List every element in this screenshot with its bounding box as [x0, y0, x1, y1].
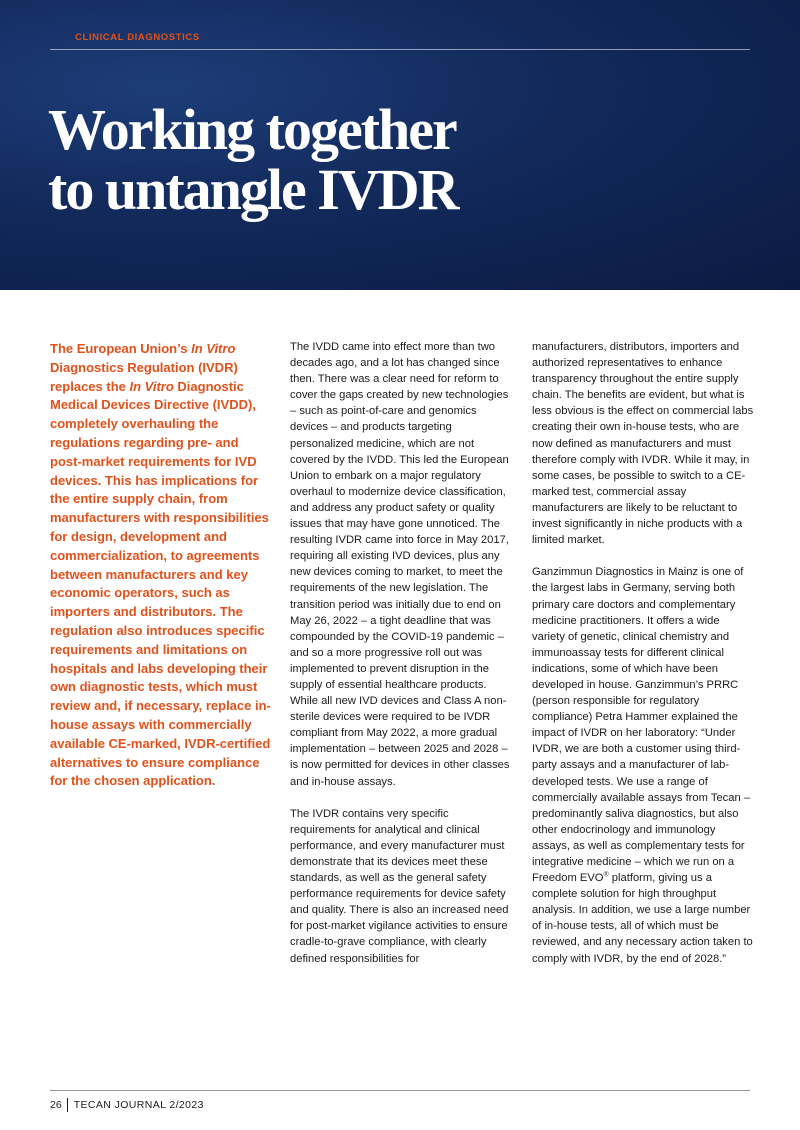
intro-paragraph — [50, 340, 272, 791]
column-3-text-a: Ganzimmun Diagnostics in Mainz is one of the largest labs in Germany, serving both primary care doctors and complementary medicine practitioners. It offers a wide variety of genetic, clinical chemistry and immunoassay tests for different clinical indications, some of which have been developed in house. Ganzimmun’s PRRC (person responsible for regulatory compliance) Petra Hammer explained the impact of IVDR on her laboratory: “Under IVDR, we are both a customer using third-party assays and a manufacturer of lab-developed tests. We use a range of commercially available assays from Tecan – predominantly saliva diagnostics, but also other endocrinology and immunology assays, as well as complementary tests for integrative medicine – which we run on a Freedom EVO — [532, 566, 751, 885]
title-line-2: to untangle IVDR — [48, 157, 458, 222]
footer-divider — [50, 1090, 750, 1091]
registered-mark: ® — [603, 871, 609, 879]
page-number: 26 — [50, 1098, 68, 1112]
hero-banner — [0, 0, 800, 290]
column-3-paragraph-1: manufacturers, distributors, importers and authorized representatives to enhance transparency throughout the entire supply chain. The benefits are evident, but what is less obvious is the effect on commercial labs creating their own in-house tests, who are now defined as manufacturers and must therefore comply with IVDR. While it may, in some cases, be possible to switch to a CE-marked test, commercial assay manufacturers are likely to be reluctant to invest significantly in niche products with a limited market. — [532, 341, 754, 547]
intro-italic-2: In Vitro — [129, 378, 174, 394]
intro-text-2: Diagnostics Regulation (IVDR) replaces the — [50, 359, 238, 394]
body-column-3 — [532, 339, 754, 983]
page-footer — [50, 1098, 204, 1112]
column-3-text-b: platform, giving us a complete solution for high throughput analysis. In addition, we use a large number of in-house tests, all of which must be reviewed, and any necessary action taken to comply with IVDR, by the end of 2028.” — [532, 872, 753, 965]
intro-text-3: Diagnostic Medical Devices Directive (IVDD), completely overhauling the regulations regarding pre- and post-market requirements for IVD devices. This has implications for the entire supply chain, from manufacturers with responsibilities for design, development and commercialization, to agreements between manufacturers and key economic operators, such as importers and distributors. The regulation also introduces specific requirements and limitations on hospitals and labs developing their own diagnostic tests, which must review and, if necessary, replace in-house assays with commercially available CE-marked, IVDR-certified alternatives to ensure compliance for the chosen application. — [50, 378, 271, 789]
body-column-2 — [290, 339, 512, 983]
section-label: CLINICAL DIAGNOSTICS — [75, 32, 200, 43]
page-title — [48, 97, 458, 222]
title-line-1: Working together — [48, 97, 456, 162]
column-2-paragraph-1: The IVDD came into effect more than two decades ago, and a lot has changed since then. There was a clear need for reform to cover the gaps created by new technologies – such as point-of-care and genomics devices – and products targeting personalized medicine, which are not covered by the IVDD. This led the European Union to embark on a major regulatory overhaul to modernize device classification, and address any product safety or quality issues that may have gone unnoticed. The resulting IVDR came into force in May 2017, requiring all existing IVD devices, plus any new devices coming to market, to meet the requirements of the new legislation. The transition period was initially due to end on May 26, 2022 – a tight deadline that was compounded by the COVID-19 pandemic – and so a more progressive roll out was implemented to prevent disruption in the supply of essential healthcare products. While all new IVD devices and Class A non-sterile devices were required to be IVDR compliant from May 2022, a more gradual implementation – between 2025 and 2028 – is now permitted for devices in other classes and in-house assays. — [290, 341, 510, 788]
header-divider — [50, 49, 750, 50]
column-2-paragraph-2: The IVDR contains very specific requirements for analytical and clinical performance, and every manufacturer must demonstrate that its devices meet these standards, as well as the general safety performance requirements for device safety and quality. There is also an increased need for post-market vigilance activities to ensure cradle-to-grave compliance, with clearly defined responsibilities for — [290, 807, 509, 965]
intro-text-1: The European Union’s — [50, 341, 192, 356]
journal-name: TECAN JOURNAL 2/2023 — [73, 1099, 204, 1111]
intro-italic-1: In Vitro — [191, 341, 236, 356]
column-3-paragraph-2 — [532, 564, 754, 966]
